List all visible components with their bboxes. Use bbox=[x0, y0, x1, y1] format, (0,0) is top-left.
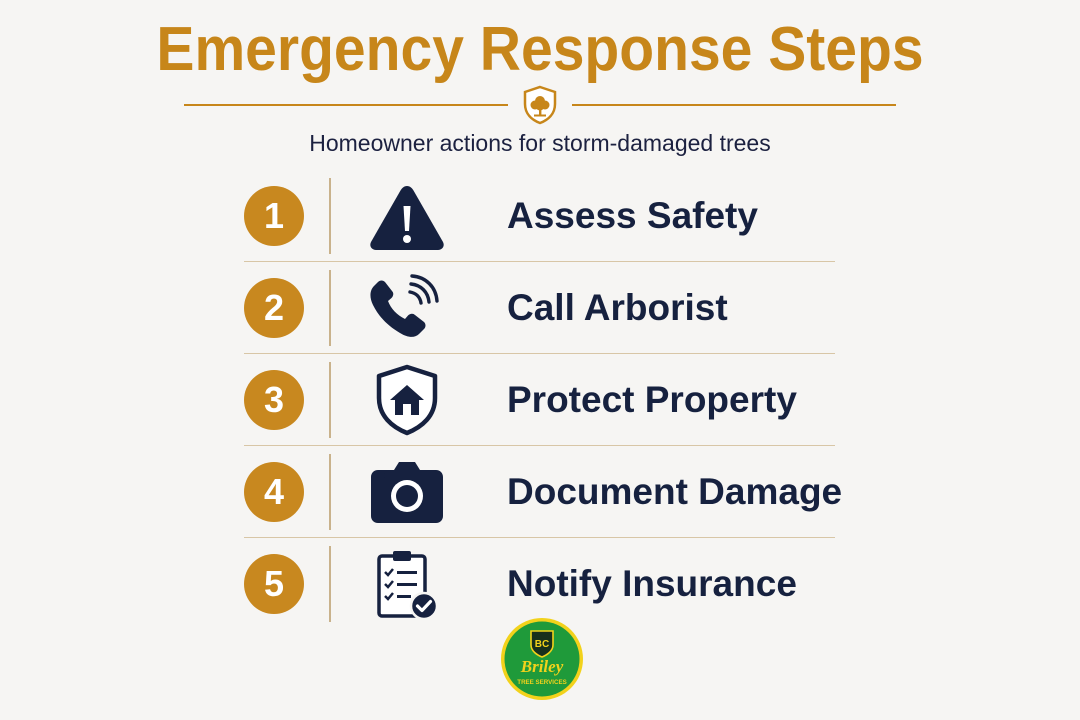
step-item bbox=[230, 354, 835, 446]
svg-text:Briley: Briley bbox=[520, 657, 564, 676]
step-separator bbox=[329, 362, 331, 438]
step-number: 5 bbox=[244, 554, 304, 614]
page-title: Emergency Response Steps bbox=[156, 15, 924, 84]
phone-call-icon bbox=[364, 272, 450, 344]
step-separator bbox=[329, 270, 331, 346]
camera-icon bbox=[364, 456, 450, 528]
warning-triangle-icon bbox=[364, 180, 450, 252]
step-separator bbox=[329, 454, 331, 530]
house-shield-icon bbox=[364, 364, 450, 436]
step-label: Assess Safety bbox=[507, 195, 758, 236]
clipboard-check-icon bbox=[364, 548, 450, 620]
svg-text:TREE SERVICES: TREE SERVICES bbox=[517, 679, 567, 686]
title-divider-left bbox=[184, 104, 508, 106]
step-number: 3 bbox=[244, 370, 304, 430]
page-subtitle: Homeowner actions for storm-damaged trees bbox=[309, 130, 771, 156]
step-label: Call Arborist bbox=[507, 287, 728, 328]
step-number: 1 bbox=[244, 186, 304, 246]
step-separator bbox=[329, 178, 331, 254]
step-number: 2 bbox=[244, 278, 304, 338]
step-separator bbox=[329, 546, 331, 622]
tree-shield-icon bbox=[520, 84, 560, 126]
title-divider-right bbox=[572, 104, 896, 106]
step-item bbox=[230, 262, 835, 354]
step-label: Notify Insurance bbox=[507, 563, 797, 604]
svg-text:BC: BC bbox=[534, 639, 550, 650]
step-label: Protect Property bbox=[507, 379, 797, 420]
step-number: 4 bbox=[244, 462, 304, 522]
step-item bbox=[230, 170, 835, 262]
step-label: Document Damage bbox=[507, 471, 843, 512]
step-item bbox=[230, 446, 843, 538]
company-logo bbox=[500, 617, 584, 701]
